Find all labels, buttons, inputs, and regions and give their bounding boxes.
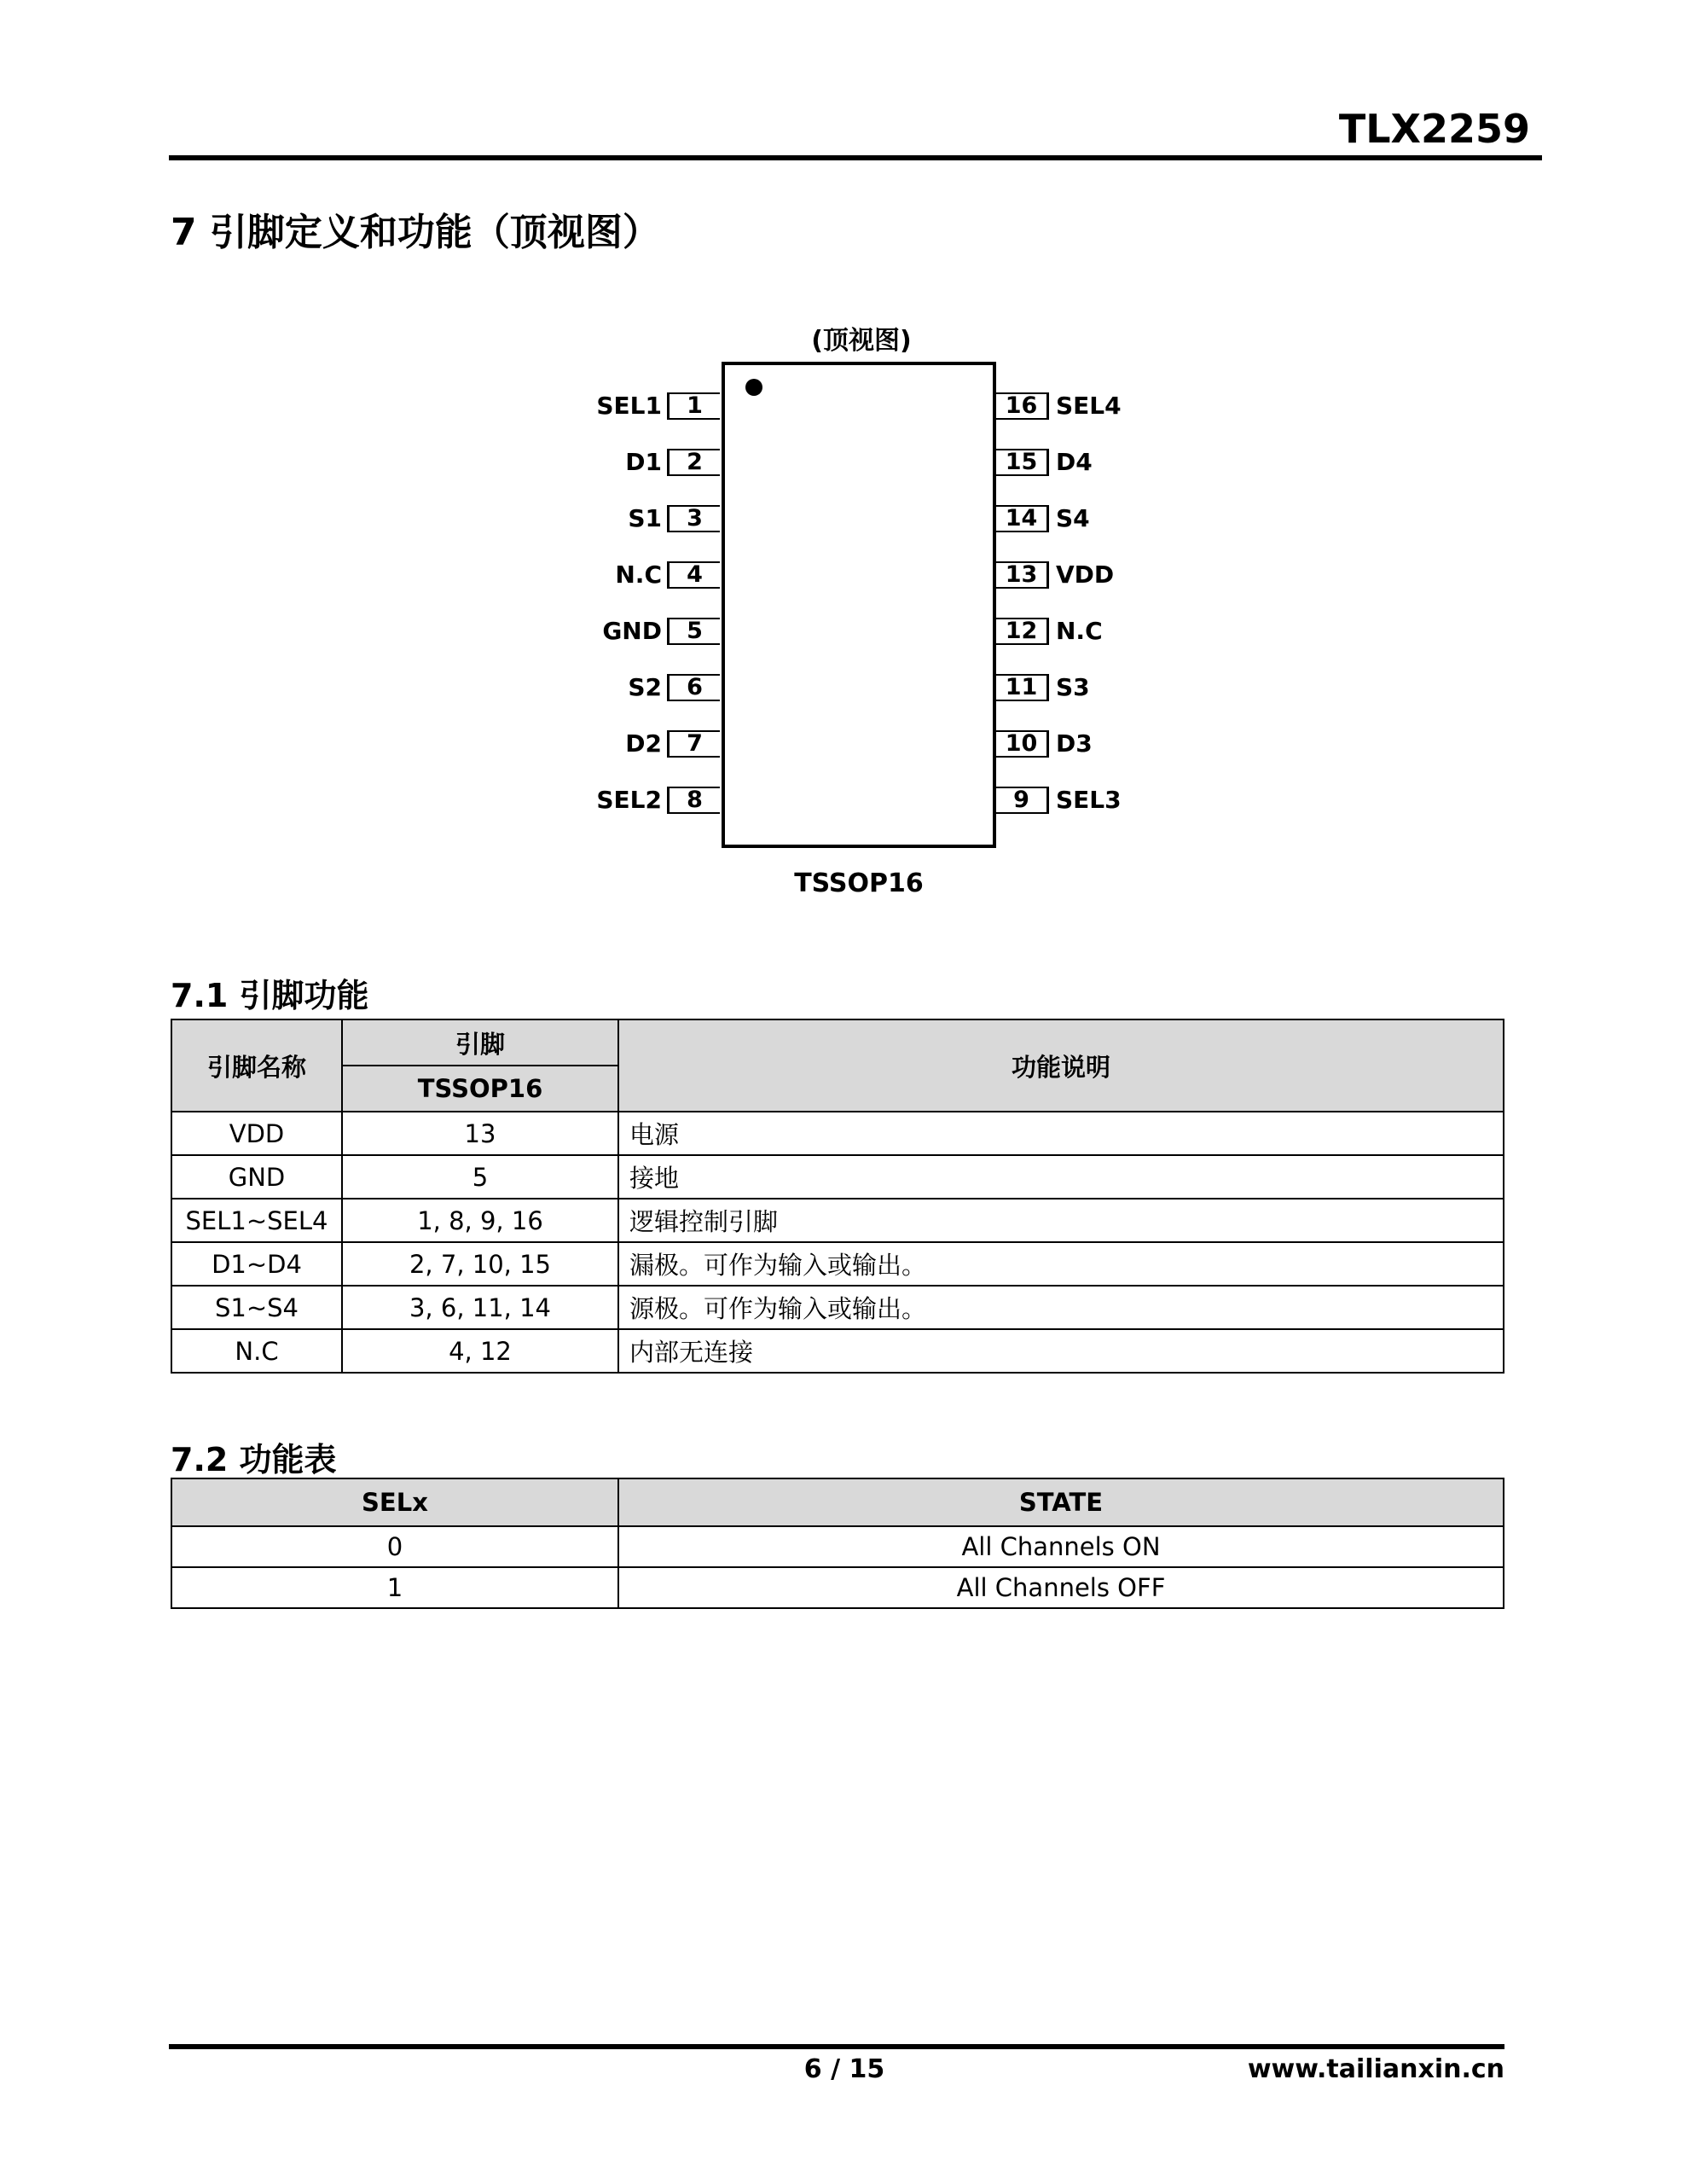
- cell-pin-number: 2, 7, 10, 15: [342, 1242, 618, 1286]
- pin-name: D3: [1056, 729, 1093, 758]
- header-selx: SELx: [171, 1478, 618, 1526]
- document-title: TLX2259: [1338, 106, 1530, 152]
- table-row: [171, 1567, 1504, 1608]
- diagram-caption: (顶视图): [811, 326, 912, 356]
- pin-name: SEL2: [596, 786, 662, 814]
- pin-number: 14: [996, 505, 1049, 532]
- table-row: [171, 1286, 1504, 1329]
- table-row: [171, 1526, 1504, 1567]
- pin-name: SEL3: [1056, 786, 1122, 814]
- pin-number: 10: [996, 730, 1049, 758]
- pin-number: 16: [996, 392, 1049, 420]
- pin-name: N.C: [1056, 617, 1103, 645]
- pin-name: D2: [625, 729, 662, 758]
- cell-pin-name: N.C: [171, 1329, 342, 1373]
- cell-description: 内部无连接: [618, 1329, 1504, 1373]
- header-package: TSSOP16: [342, 1066, 618, 1112]
- cell-description: 接地: [618, 1155, 1504, 1199]
- header-state: STATE: [618, 1478, 1504, 1526]
- table-row: [171, 1242, 1504, 1286]
- cell-pin-name: S1~S4: [171, 1286, 342, 1329]
- pin-number: 13: [996, 561, 1049, 589]
- cell-pin-number: 1, 8, 9, 16: [342, 1199, 618, 1242]
- cell-pin-number: 13: [342, 1112, 618, 1155]
- cell-state: All Channels ON: [618, 1526, 1504, 1567]
- cell-selx: 0: [171, 1526, 618, 1567]
- pin-number: 11: [996, 674, 1049, 701]
- website-url: www.tailianxin.cn: [1247, 2054, 1504, 2084]
- pin-name: S1: [628, 504, 662, 532]
- pin-number: 6: [667, 674, 720, 701]
- cell-pin-name: VDD: [171, 1112, 342, 1155]
- table-row: [171, 1155, 1504, 1199]
- pin1-marker: [745, 379, 762, 396]
- pin-number: 8: [667, 787, 720, 814]
- pin-number: 5: [667, 618, 720, 645]
- cell-description: 电源: [618, 1112, 1504, 1155]
- pin-name: S4: [1056, 504, 1090, 532]
- pin-number: 4: [667, 561, 720, 589]
- pin-number: 1: [667, 392, 720, 420]
- pin-name: VDD: [1056, 561, 1115, 589]
- table-row: [171, 1199, 1504, 1242]
- cell-pin-name: GND: [171, 1155, 342, 1199]
- cell-selx: 1: [171, 1567, 618, 1608]
- pin-number: 12: [996, 618, 1049, 645]
- pin-name: SEL4: [1056, 392, 1122, 420]
- pin-number: 7: [667, 730, 720, 758]
- table-row: [171, 1329, 1504, 1373]
- chip-body: [722, 362, 996, 848]
- pin-name: D4: [1056, 448, 1093, 476]
- cell-pin-number: 3, 6, 11, 14: [342, 1286, 618, 1329]
- pin-name: GND: [602, 617, 662, 645]
- pin-name: S2: [628, 673, 662, 701]
- cell-description: 逻辑控制引脚: [618, 1199, 1504, 1242]
- cell-pin-name: SEL1~SEL4: [171, 1199, 342, 1242]
- cell-state: All Channels OFF: [618, 1567, 1504, 1608]
- header-pin: 引脚: [342, 1019, 618, 1066]
- header-pin-name: 引脚名称: [171, 1019, 342, 1112]
- cell-description: 源极。可作为输入或输出。: [618, 1286, 1504, 1329]
- header-rule: [169, 155, 1542, 160]
- pin-name: D1: [625, 448, 662, 476]
- cell-pin-number: 4, 12: [342, 1329, 618, 1373]
- pin-number: 2: [667, 449, 720, 476]
- pin-name: SEL1: [596, 392, 662, 420]
- section-7-heading: 7 引脚定义和功能（顶视图）: [171, 211, 660, 254]
- section-7-1-heading: 7.1 引脚功能: [171, 977, 369, 1014]
- cell-description: 漏极。可作为输入或输出。: [618, 1242, 1504, 1286]
- function-table: [171, 1478, 1504, 1609]
- pin-number: 9: [996, 787, 1049, 814]
- pin-name: S3: [1056, 673, 1090, 701]
- pin-name: N.C: [615, 561, 662, 589]
- pin-function-table: [171, 1019, 1504, 1374]
- pin-number: 3: [667, 505, 720, 532]
- cell-pin-number: 5: [342, 1155, 618, 1199]
- section-7-2-heading: 7.2 功能表: [171, 1441, 337, 1478]
- pin-number: 15: [996, 449, 1049, 476]
- header-description: 功能说明: [618, 1019, 1504, 1112]
- footer-rule: [169, 2044, 1504, 2049]
- page-number: 6 / 15: [803, 2054, 885, 2084]
- cell-pin-name: D1~D4: [171, 1242, 342, 1286]
- table-row: [171, 1112, 1504, 1155]
- package-label: TSSOP16: [794, 868, 924, 898]
